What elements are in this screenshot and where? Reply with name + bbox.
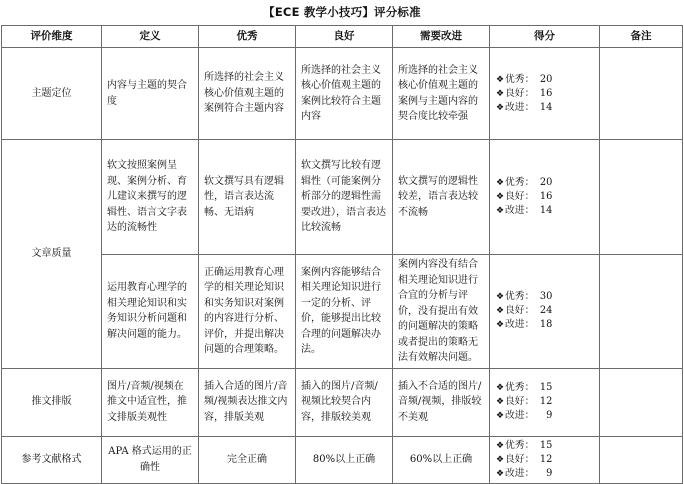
- note-cell: [600, 436, 683, 483]
- score-label: 改进：: [505, 101, 535, 113]
- score-excellent: [495, 439, 594, 453]
- header-score: 得分: [490, 26, 600, 48]
- score-value: 12: [539, 453, 553, 465]
- score-improve: [495, 318, 594, 332]
- score-good: [495, 453, 594, 467]
- score-cell: [490, 140, 600, 255]
- rubric-table: [1, 25, 683, 484]
- score-value: 9: [546, 467, 553, 479]
- score-value: 16: [539, 191, 553, 202]
- diamond-bullet-icon: ❖: [495, 306, 505, 317]
- score-value: 20: [539, 177, 553, 188]
- score-label: 改进：: [505, 205, 535, 216]
- score-label: 优秀：: [505, 73, 535, 85]
- improve-cell: 所选择的社会主义核心价值观主题的案例与主题内容的契合度比较牵强: [393, 48, 490, 140]
- score-improve: [495, 467, 594, 481]
- definition-cell: 运用教育心理学的相关理论知识和实务知识分析问题和解决问题的能力。: [102, 255, 199, 369]
- diamond-bullet-icon: ❖: [495, 292, 505, 303]
- score-good: [495, 304, 594, 318]
- excellent-cell: 完全正确: [199, 436, 296, 483]
- excellent-cell: 正确运用教育心理学的相关理论知识和实务知识对案例的内容进行分析、评价，并提出解决问题的合理策略。: [199, 255, 296, 369]
- improve-cell: 60%以上正确: [393, 436, 490, 483]
- score-value: 15: [539, 439, 553, 451]
- note-cell: [600, 48, 683, 140]
- score-excellent: [495, 381, 594, 395]
- good-cell: 所选择的社会主义核心价值观主题的案例比较符合主题内容: [296, 48, 393, 140]
- note-cell: [600, 140, 683, 255]
- diamond-bullet-icon: ❖: [495, 102, 505, 113]
- diamond-bullet-icon: ❖: [495, 192, 505, 202]
- dimension-quality: 文章质量: [2, 140, 102, 369]
- page-title: 【ECE 教学小技巧】评分标准: [263, 5, 421, 19]
- dimension-layout: 推文排版: [2, 368, 102, 436]
- score-value: 14: [539, 205, 553, 216]
- table-row-references: [2, 436, 683, 483]
- excellent-cell: 插入合适的图片/音频/视频表达推文内容，排版美观: [199, 368, 296, 436]
- score-value: 20: [539, 73, 553, 85]
- diamond-bullet-icon: ❖: [495, 468, 505, 479]
- score-good: [495, 395, 594, 409]
- score-excellent: [495, 73, 594, 87]
- score-value: 12: [539, 396, 553, 407]
- score-label: 优秀：: [505, 291, 535, 303]
- header-improve: 需要改进: [393, 26, 490, 48]
- score-cell: [490, 436, 600, 483]
- definition-cell: APA 格式运用的正确性: [102, 436, 199, 483]
- score-value: 16: [539, 87, 553, 99]
- score-value: 30: [539, 291, 553, 303]
- diamond-bullet-icon: ❖: [495, 206, 505, 216]
- header-row: [2, 26, 683, 48]
- diamond-bullet-icon: ❖: [495, 454, 505, 465]
- score-improve: [495, 101, 594, 115]
- table-row-quality-logic: [2, 140, 683, 255]
- score-label: 改进：: [505, 410, 535, 421]
- good-cell: 案例内容能够结合相关理论知识进行一定的分析、评价，能够提出比较合理的问题解决办法。: [296, 255, 393, 369]
- excellent-cell: 软文撰写具有逻辑性，语言表达流畅、无语病: [199, 140, 296, 255]
- score-value: 24: [539, 305, 553, 317]
- score-improve: [495, 409, 594, 423]
- score-label: 良好：: [505, 305, 535, 317]
- score-label: 良好：: [505, 396, 535, 407]
- header-note: 备注: [600, 26, 683, 48]
- score-excellent: [495, 176, 594, 190]
- definition-cell: 图片/音频/视频在推文中适宜性，推文排版美观性: [102, 368, 199, 436]
- note-cell: [600, 368, 683, 436]
- score-value: 15: [539, 382, 553, 393]
- note-cell: [600, 255, 683, 369]
- score-value: 9: [546, 410, 553, 421]
- header-definition: 定义: [102, 26, 199, 48]
- table-row-theme: [2, 48, 683, 140]
- table-row-layout: [2, 368, 683, 436]
- dimension-references: 参考文献格式: [2, 436, 102, 483]
- good-cell: 80%以上正确: [296, 436, 393, 483]
- diamond-bullet-icon: ❖: [495, 320, 505, 331]
- diamond-bullet-icon: ❖: [495, 74, 505, 85]
- improve-cell: 插入不合适的图片/音频/视频，排版较不美观: [393, 368, 490, 436]
- table-row-quality-theory: [2, 255, 683, 369]
- improve-cell: 案例内容没有结合相关理论知识进行合宜的分析与评价，没有提出有效的问题解决的策略或者提出的策略无法有效解决问题。: [393, 255, 490, 369]
- header-dimension: 评价维度: [2, 26, 102, 48]
- score-label: 优秀：: [505, 439, 535, 451]
- score-label: 优秀：: [505, 177, 535, 188]
- score-label: 改进：: [505, 467, 535, 479]
- score-label: 良好：: [505, 453, 535, 465]
- dimension-theme: 主题定位: [2, 48, 102, 140]
- score-label: 良好：: [505, 87, 535, 99]
- header-good: 良好: [296, 26, 393, 48]
- diamond-bullet-icon: ❖: [495, 178, 505, 188]
- score-label: 优秀：: [505, 382, 535, 393]
- definition-cell: 内容与主题的契合度: [102, 48, 199, 140]
- score-good: [495, 87, 594, 101]
- diamond-bullet-icon: ❖: [495, 397, 505, 407]
- good-cell: 插入的图片/音频/视频比较契合内容，排版较美观: [296, 368, 393, 436]
- score-cell: [490, 368, 600, 436]
- score-label: 改进：: [505, 319, 535, 331]
- diamond-bullet-icon: ❖: [495, 383, 505, 393]
- diamond-bullet-icon: ❖: [495, 88, 505, 99]
- diamond-bullet-icon: ❖: [495, 440, 505, 451]
- diamond-bullet-icon: ❖: [495, 411, 505, 421]
- header-excellent: 优秀: [199, 26, 296, 48]
- score-improve: [495, 204, 594, 218]
- score-cell: [490, 48, 600, 140]
- score-value: 18: [539, 319, 553, 331]
- score-label: 良好：: [505, 191, 535, 202]
- good-cell: 软文撰写比较有逻辑性（可能案例分析部分的逻辑性需要改进），语言表达比较流畅: [296, 140, 393, 255]
- score-excellent: [495, 290, 594, 304]
- score-cell: [490, 255, 600, 369]
- definition-cell: 软文按照案例呈现、案例分析、育儿建议来撰写的逻辑性、语言文字表达的流畅性: [102, 140, 199, 255]
- excellent-cell: 所选择的社会主义核心价值观主题的案例符合主题内容: [199, 48, 296, 140]
- improve-cell: 软文撰写的逻辑性较差，语言表达较不流畅: [393, 140, 490, 255]
- score-value: 14: [539, 101, 553, 113]
- score-good: [495, 190, 594, 204]
